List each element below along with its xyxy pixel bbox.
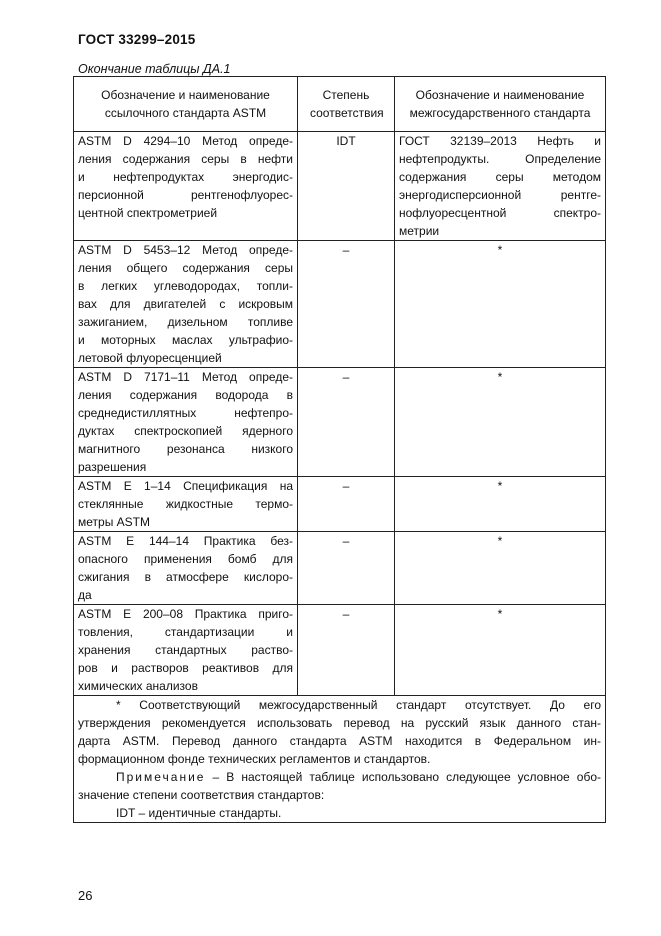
astm-standard-line: разрешения (78, 460, 147, 474)
astm-standard-line: и нефтепродуктах энергодис- (78, 170, 293, 184)
astm-standard-line: хранения стандартных раство- (78, 643, 293, 657)
astm-standard-line: персионной рентгенофлуорес- (78, 188, 293, 202)
astm-standard-line: центной спектрометрией (78, 206, 218, 220)
astm-standard-line: зажиганием, дизельном топливе (78, 315, 293, 329)
gost-standard-cell: * (395, 241, 606, 368)
astm-standard-cell (74, 532, 298, 605)
astm-standard-line: среднедистиллятных нефтепро- (78, 406, 293, 420)
astm-standard-line: в легких углеводородах, топли- (78, 279, 293, 293)
footnote (78, 696, 601, 768)
table-caption: Окончание таблицы ДА.1 (78, 62, 231, 76)
degree-cell: – (298, 532, 395, 605)
note-label: Примечание (116, 770, 206, 784)
table-row (74, 368, 606, 477)
column-header-degree: Степень соответствия (298, 77, 395, 132)
gost-standard-cell (395, 132, 606, 241)
astm-standard-cell (74, 477, 298, 532)
column-header-astm: Обозначение и наименование ссылочного стандарта ASTM (74, 77, 298, 132)
astm-standard-line: магнитного резонанса низкого (78, 442, 293, 456)
astm-standard-line: ления содержания водорода в (78, 388, 293, 402)
astm-standard-line: вах для двигателей с искровым (78, 297, 293, 311)
astm-standard-line: опасного применения бомб для (78, 552, 293, 566)
table-row (74, 241, 606, 368)
note-line: значение степени соответствия стандартов: (78, 788, 325, 802)
footnote-line: утверждения рекомендуется использовать перевод на русский язык данного стан- (78, 716, 601, 730)
table-row (74, 132, 606, 241)
page-number: 26 (78, 888, 93, 903)
astm-standard-line: ASTM E 200–08 Практика приго- (78, 607, 293, 621)
degree-cell: – (298, 605, 395, 696)
astm-standard-line: ASTM E 1–14 Спецификация на (78, 479, 293, 493)
astm-standard-cell (74, 241, 298, 368)
gost-standard-line: метрии (399, 224, 440, 238)
astm-standard-line: да (78, 588, 92, 602)
notes-cell (74, 696, 606, 823)
astm-standard-line: летовой флуоресценцией (78, 351, 222, 365)
gost-standard-line: ГОСТ 32139–2013 Нефть и (399, 134, 601, 148)
astm-standard-line: дуктах спектроскопией ядерного (78, 424, 293, 438)
astm-standard-line: ров и растворов реактивов для (78, 661, 293, 675)
note-line (78, 768, 601, 786)
astm-standard-line: и моторных маслах ультрафио- (78, 333, 293, 347)
degree-cell: – (298, 241, 395, 368)
gost-standard-cell: * (395, 477, 606, 532)
gost-standard-line: нефтепродукты. Определение (399, 152, 601, 166)
gost-standard-cell: * (395, 605, 606, 696)
gost-standard-cell: * (395, 368, 606, 477)
notes-row (74, 696, 606, 823)
astm-standard-cell (74, 132, 298, 241)
footnote-line: формационном фонде технических регламентов и стандартов. (78, 752, 431, 766)
column-header-gost: Обозначение и наименование межгосударственного стандарта (395, 77, 606, 132)
astm-standard-line: сжигания в атмосфере кислоро- (78, 570, 293, 584)
degree-cell: – (298, 368, 395, 477)
degree-cell: IDT (298, 132, 395, 241)
note (78, 768, 601, 822)
astm-standard-line: ASTM D 7171–11 Метод опреде- (78, 370, 293, 384)
document-header: ГОСТ 33299–2015 (78, 32, 196, 47)
correspondence-table (73, 76, 606, 823)
astm-standard-cell (74, 605, 298, 696)
astm-standard-line: ASTM E 144–14 Практика без- (78, 534, 293, 548)
astm-standard-line: ления общего содержания серы (78, 261, 293, 275)
astm-standard-cell (74, 368, 298, 477)
astm-standard-line: химических анализов (78, 679, 198, 693)
astm-standard-line: ления содержания серы в нефти (78, 152, 293, 166)
table-row (74, 477, 606, 532)
gost-standard-line: нофлуоресцентной спектро- (399, 206, 601, 220)
astm-standard-line: метры ASTM (78, 515, 150, 529)
degree-cell: – (298, 477, 395, 532)
footnote-line: дарта ASTM. Перевод данного стандарта ASTM находится в Федеральном ин- (78, 734, 601, 748)
table-row (74, 605, 606, 696)
idt-definition: IDT – идентичные стандарты. (116, 806, 282, 820)
astm-standard-line: стеклянные жидкостные термо- (78, 497, 293, 511)
gost-standard-line: содержания серы методом (399, 170, 601, 184)
astm-standard-line: ASTM D 4294–10 Метод опреде- (78, 134, 293, 148)
footnote-line: * Соответствующий межгосударственный стандарт отсутствует. До его (116, 698, 601, 712)
note-text: – В настоящей таблице использовано следующее условное обо- (205, 770, 601, 784)
gost-standard-cell: * (395, 532, 606, 605)
table-header-row (74, 77, 606, 132)
table-row (74, 532, 606, 605)
astm-standard-line: ASTM D 5453–12 Метод опреде- (78, 243, 293, 257)
astm-standard-line: товления, стандартизации и (78, 625, 293, 639)
gost-standard-line: энергодисперсионной рентге- (399, 188, 601, 202)
